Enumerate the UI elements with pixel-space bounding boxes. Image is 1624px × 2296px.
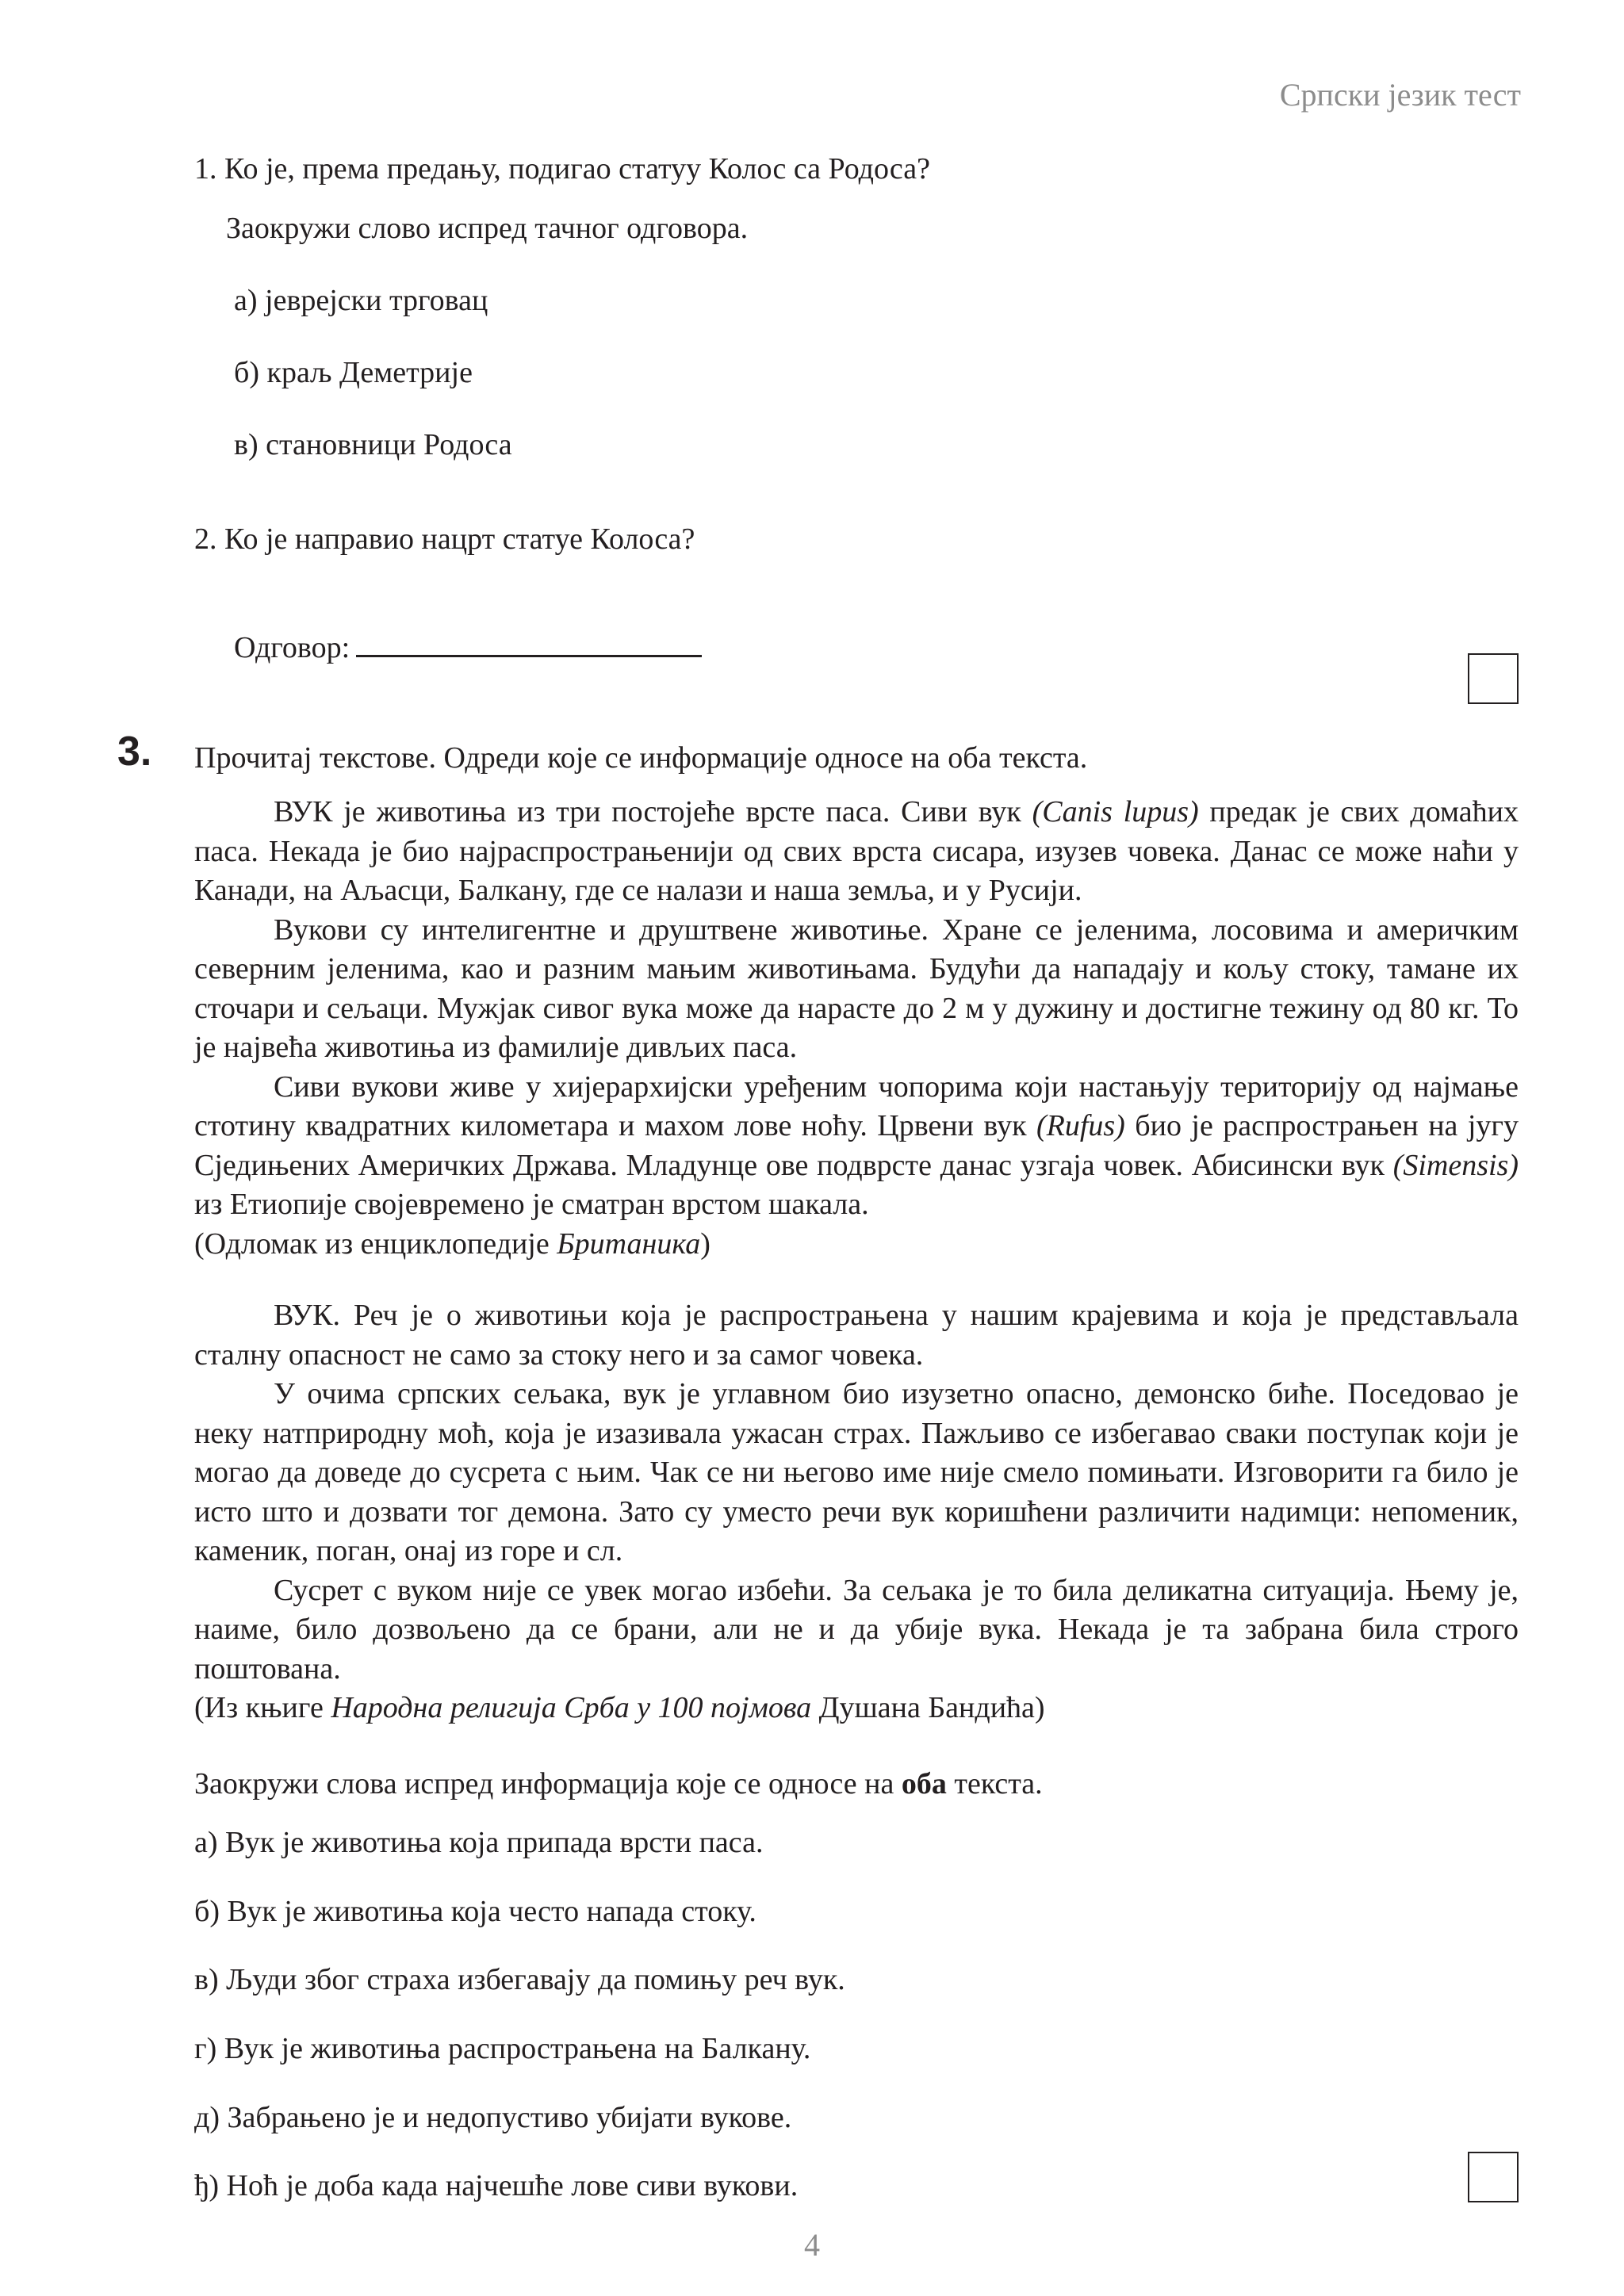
q3-text2-paragraph-1: ВУК. Реч је о животињи која је распрострањена у нашим крајевима и која је представљала сталну опасност не само за стоку него и за самог човека. xyxy=(194,1299,1519,1372)
q2-answer-line[interactable] xyxy=(356,626,702,657)
q2-answer-row xyxy=(234,626,702,668)
q3-text1-paragraph-2: Вукови су интелигентне и друштвене животиње. Хране се јеленима, лосовима и америчким северним јеленима, као и разним мањим животињама. Будући да нападају и кољу стоку, тамане их сточари и сељаци. Мужјак сивог вука може да нарасте до 2 м у дужину и достигне тежину од 80 кг. То је највећа животиња из фамилије дивљих паса. xyxy=(194,913,1519,1064)
q3-text2-source: (Из књиге Народна религија Срба у 100 појмова Душана Бандића) xyxy=(194,1691,1045,1724)
q1-option-b[interactable]: б) краљ Деметрије xyxy=(234,356,473,389)
q3-option-c[interactable]: в) Људи због страха избегавају да помињу реч вук. xyxy=(194,1963,845,1996)
q3-number: 3. xyxy=(117,729,152,775)
q3-text1 xyxy=(194,793,1519,1264)
q3-task: Заокружи слова испред информација које се односе на оба текста. xyxy=(194,1767,1043,1800)
page-number: 4 xyxy=(804,2227,820,2263)
q3-option-e[interactable]: д) Забрањено је и недопустиво убијати вукове. xyxy=(194,2101,792,2134)
q3-option-a[interactable]: а) Вук је животиња која припада врсти паса. xyxy=(194,1826,764,1859)
latin-name-canis-lupus: (Canis lupus) xyxy=(1032,795,1199,828)
q3-text2 xyxy=(194,1296,1519,1728)
q1-option-a[interactable]: а) јеврејски трговац xyxy=(234,284,488,317)
q3-text2-paragraph-3: Сусрет с вуком није се увек могао избећи. За сељака је то била деликатна ситуација. Њему је, наиме, било дозвољено да се брани, али не и да убије вука. Некада је та забрана била строго поштована. xyxy=(194,1573,1519,1686)
latin-name-rufus: (Rufus) xyxy=(1036,1109,1125,1142)
score-box-q1-q2[interactable] xyxy=(1468,653,1519,704)
page-header-title: Српски језик тест xyxy=(1279,77,1521,113)
latin-name-simensis: (Simensis) xyxy=(1392,1148,1519,1182)
q3-text1-paragraph-3: Сиви вукови живе у хијерархијски уређеним чопорима који настањују територију од најмање стотину квадратних километара и махом лове ноћу. Црвени вук (Rufus) био је распрострањен на југу Сједињених Америчких Држава. Младунце ове подврсте данас узгаја човек. Абисински вук (Simensis) из Етиопије својевремено је сматран врстом шакала. xyxy=(194,1070,1519,1221)
q3-text2-paragraph-2: У очима српских сељака, вук је углавном био изузетно опасно, демонско биће. Поседовао је неку натприродну моћ, која је изазивала ужасан страх. Пажљиво се избегавао сваки поступак који је могао да доведе до сусрета с њим. Чак се ни његово име није смело помињати. Изговорити га било је исто што и дозвати тог демона. Зато су уместо речи вук коришћени различити надимци: непоменик, камeник, поган, онај из горе и сл. xyxy=(194,1377,1519,1567)
q1-question: 1. Ко је, према предању, подигао статуу Колос са Родоса? xyxy=(194,152,930,186)
q1-option-c[interactable]: в) становници Родоса xyxy=(234,428,512,461)
q3-option-f[interactable]: ђ) Ноћ је доба када најчешће лове сиви вукови. xyxy=(194,2169,799,2202)
score-box-q3[interactable] xyxy=(1468,2152,1519,2202)
q3-option-d[interactable]: г) Вук је животиња распрострањена на Балкану. xyxy=(194,2032,811,2065)
q3-option-b[interactable]: б) Вук је животиња која често напада стоку. xyxy=(194,1895,756,1928)
q1-instruction: Заокружи слово испред тачног одговора. xyxy=(226,212,749,245)
q3-text1-source: (Одломак из енциклопедије Британика) xyxy=(194,1226,710,1261)
q3-text1-paragraph-1: ВУК је животиња из три постојеће врсте паса. Сиви вук (Canis lupus) предак је свих домаћих паса. Некада је био најраспрострањенији од свих врста сисара, изузев човека. Данас се може наћи у Канади, на Аљасци, Балкану, где се налази и наша земља, и у Русији. xyxy=(194,795,1519,907)
q2-question: 2. Ко је направио нацрт статуе Колоса? xyxy=(194,522,695,556)
q3-instruction: Прочитај текстове. Одреди које се информације односе на оба текста. xyxy=(194,741,1088,775)
q2-answer-label: Одговор: xyxy=(234,631,350,664)
